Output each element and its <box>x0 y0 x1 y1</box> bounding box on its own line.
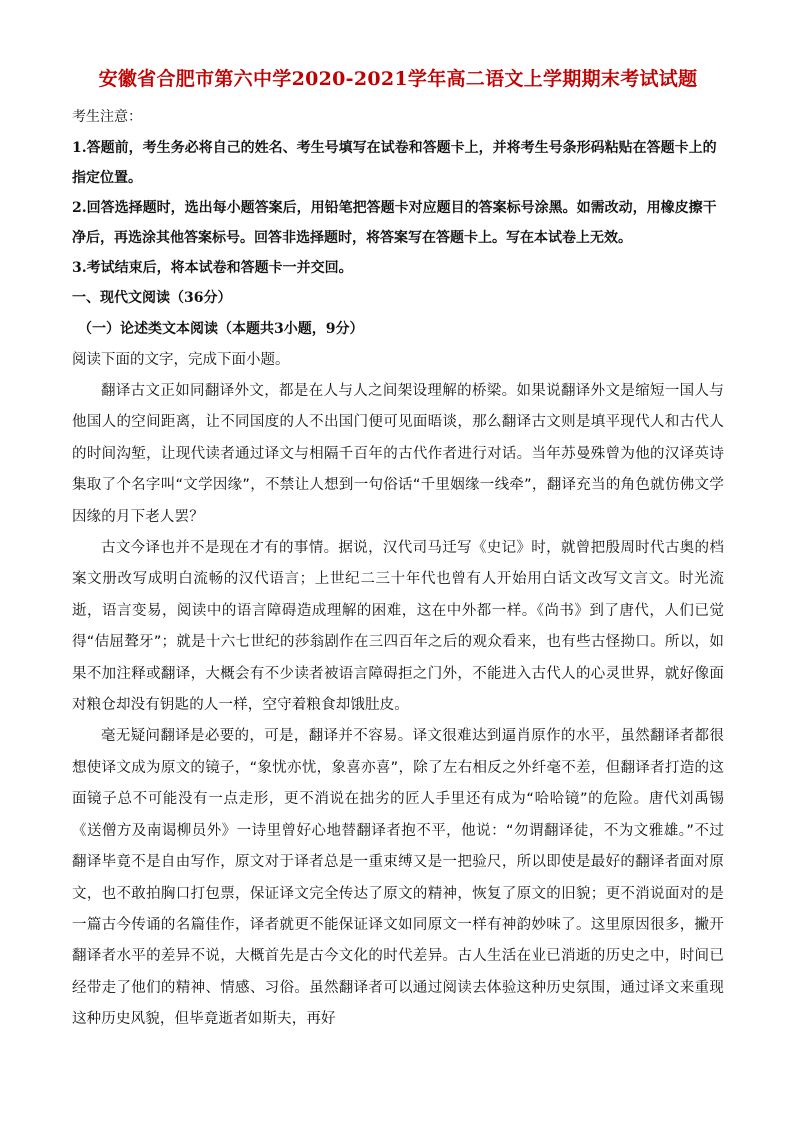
passage-paragraph-3: 毫无疑问翻译是必要的，可是，翻译并不容易。译文很难达到逼肖原作的水平，虽然翻译者都很想使译文成为原文的镜子，“象忧亦忧，象喜亦喜”，除了左右相反之外纤毫不差，但翻译者打造的这面镜子总不可能没有一点走形，更不消说在拙劣的匠人手里还有成为“哈哈镜”的危险。唐代刘禹锡《送僧方及南谒柳员外》一诗里曾好心地替翻译者抱不平，他说：“勿谓翻译徒，不为文雅雄。”不过翻译毕竟不是自由写作，原文对于译者总是一重束缚又是一把验尺，所以即使是最好的翻译者面对原文，也不敢拍胸口打包票，保证译文完全传达了原文的精神，恢复了原文的旧貌；更不消说面对的是一篇古今传诵的名篇佳作，译者就更不能保证译文如同原文一样有神韵妙味了。这里原因很多，撇开翻译者水平的差异不说，大概首先是古今文化的时代差异。古人生活在业已消逝的历史之中，时间已经带走了他们的精神、情感、习俗。虽然翻译者可以通过阅读去体验这种历史氛围，通过译文来重现这种历史风貌，但毕竟逝者如斯夫，再好 <box>72 728 724 1028</box>
notice-item-1: 1.答题前，考生务必将自己的姓名、考生号填写在试卷和答题卡上，并将考生号条形码粘贴在答题卡上的指定位置。 <box>72 140 717 186</box>
notice-heading: 考生注意： <box>72 109 142 125</box>
subsection-heading: （一）论述类文本阅读（本题共3小题，9分） <box>78 321 364 337</box>
notice-item-2: 2.回答选择题时，选出每小题答案后，用铅笔把答题卡对应题目的答案标号涂黑。如需改动，用橡皮擦干净后，再选涂其他答案标号。回答非选择题时，将答案写在答题卡上。写在本试卷上无效。 <box>72 200 717 246</box>
passage-paragraph-1: 翻译古文正如同翻译外文，都是在人与人之间架设理解的桥梁。如果说翻译外文是缩短一国人与他国人的空间距离，让不同国度的人不出国门便可见面晤谈，那么翻译古文则是填平现代人和古代人的时间沟堑，让现代读者通过译文与相隔千百年的古代作者进行对话。当年苏曼殊曾为他的汉译英诗集取了个名字叫“文学因缘”，不禁让人想到一句俗话“千里姻缘一线牵”，翻译充当的角色就仿佛文学因缘的月下老人罢？ <box>72 383 724 525</box>
passage-paragraph-2: 古文今译也并不是现在才有的事情。据说，汉代司马迁写《史记》时，就曾把殷周时代古奥的档案文册改写成明白流畅的汉代语言；上世纪二三十年代也曾有人开始用白话文改写文言文。时光流逝，语言变易，阅读中的语言障碍造成理解的困难，这在中外都一样。《尚书》到了唐代，人们已觉得“佶屈聱牙”；就是十六七世纪的莎翁剧作在三四百年之后的观众看来，也有些古怪拗口。所以，如果不加注释或翻译，大概会有不少读者被语言障碍拒之门外，不能进入古代人的心灵世界，就好像面对粮仓却没有钥匙的人一样，空守着粮食却饿肚皮。 <box>72 540 724 714</box>
reading-instruction: 阅读下面的文字，完成下面小题。 <box>72 352 290 368</box>
notice-item-3: 3.考试结束后，将本试卷和答题卡一并交回。 <box>72 260 353 276</box>
section-heading: 一、现代文阅读（36分） <box>72 290 232 306</box>
exam-title: 安徽省合肥市第六中学2020-2021学年高二语文上学期期末考试试题 <box>98 68 698 90</box>
